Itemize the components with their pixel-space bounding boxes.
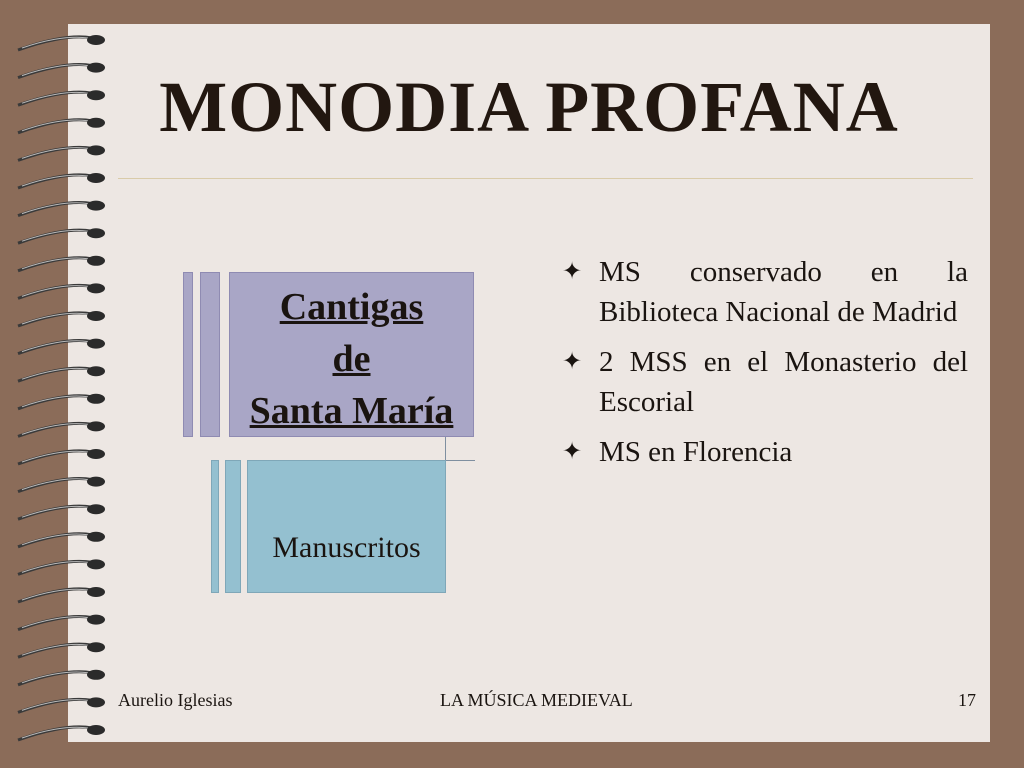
footer-author: Aurelio Iglesias bbox=[118, 690, 233, 710]
spiral-ring bbox=[18, 283, 105, 298]
four-pointed-star-icon: ✦ bbox=[562, 439, 583, 465]
spiral-ring bbox=[18, 173, 105, 188]
spiral-ring bbox=[18, 504, 105, 519]
spiral-ring bbox=[18, 228, 105, 243]
page-number: 17 bbox=[958, 690, 976, 710]
spiral-ring bbox=[18, 642, 105, 657]
bullet-item bbox=[562, 342, 968, 422]
spiral-ring bbox=[18, 256, 105, 271]
spiral-ring bbox=[18, 587, 105, 602]
spiral-ring bbox=[18, 394, 105, 409]
bullet-list bbox=[562, 252, 968, 482]
spiral-ring bbox=[18, 670, 105, 685]
spiral-ring bbox=[18, 532, 105, 547]
spiral-ring bbox=[18, 35, 105, 50]
footer-course-title: LA MÚSICA MEDIEVAL bbox=[440, 690, 633, 710]
spiral-ring bbox=[18, 559, 105, 574]
bullet-item bbox=[562, 252, 968, 332]
bullet-item bbox=[562, 432, 968, 472]
bullet-text: MS conservado en la Biblioteca Nacional de Madrid bbox=[599, 256, 968, 328]
spiral-ring bbox=[18, 421, 105, 436]
spiral-ring bbox=[18, 366, 105, 381]
diagram-accent-bar bbox=[211, 460, 219, 593]
slide-title: MONODIA PROFANA bbox=[159, 67, 899, 147]
bullet-text: MS en Florencia bbox=[599, 436, 793, 468]
diagram-accent-bar bbox=[225, 460, 241, 593]
cantigas-box-line: de bbox=[332, 338, 371, 380]
spiral-ring bbox=[18, 311, 105, 326]
diagram-connector bbox=[445, 437, 475, 461]
spiral-ring bbox=[18, 615, 105, 630]
four-pointed-star-icon: ✦ bbox=[562, 259, 583, 285]
bullet-text: 2 MSS en el Monasterio del Escorial bbox=[599, 346, 968, 418]
spiral-ring bbox=[18, 201, 105, 216]
manuscritos-box bbox=[247, 460, 446, 593]
cantigas-box bbox=[229, 272, 474, 437]
spiral-ring bbox=[18, 725, 105, 740]
spiral-ring bbox=[18, 449, 105, 464]
diagram-accent-bar bbox=[183, 272, 193, 437]
spiral-ring bbox=[18, 697, 105, 712]
title-divider bbox=[118, 178, 973, 179]
four-pointed-star-icon: ✦ bbox=[562, 349, 583, 375]
diagram-accent-bar bbox=[200, 272, 220, 437]
spiral-ring bbox=[18, 477, 105, 492]
manuscritos-label: Manuscritos bbox=[272, 531, 421, 564]
spiral-ring bbox=[18, 339, 105, 354]
cantigas-box-line: Santa María bbox=[249, 390, 454, 432]
cantigas-box-line: Cantigas bbox=[279, 286, 424, 328]
